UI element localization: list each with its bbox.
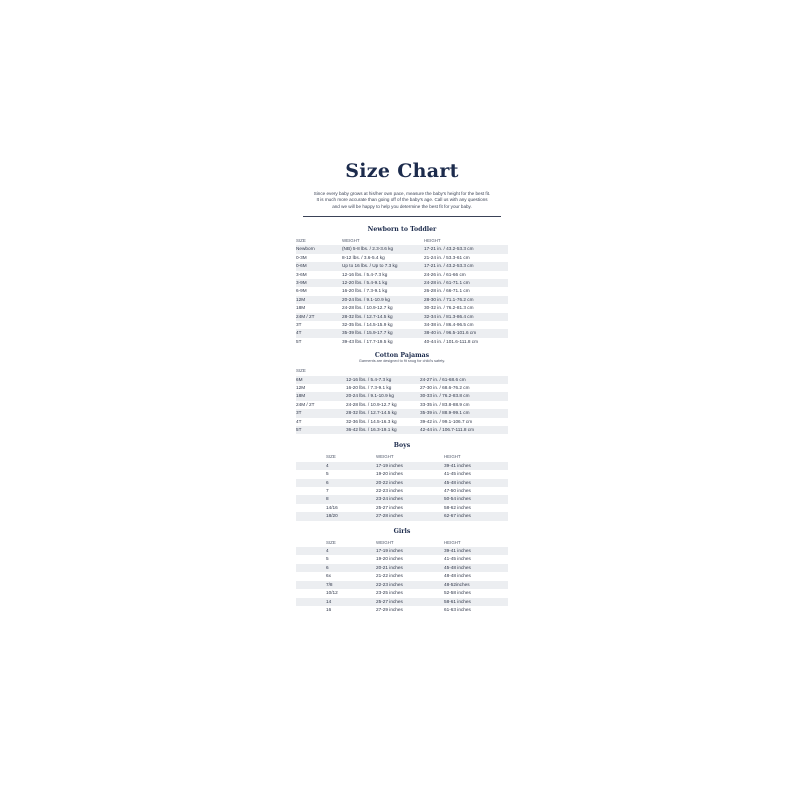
table-row [296, 479, 508, 487]
size-cell: 14 [326, 598, 332, 604]
divider [303, 216, 501, 217]
weight-cell: 20-22 inches [376, 479, 403, 485]
table-row [296, 487, 508, 495]
weight-cell: 12-16 lbs. / 5.4-7.3 kg [342, 271, 388, 277]
height-cell: 38-40 in. / 96.5-101.6 cm [424, 330, 477, 336]
table-row [296, 245, 508, 253]
size-cell: 18M [296, 305, 306, 311]
weight-cell: WEIGHT [376, 454, 394, 460]
size-cell: 6-9M [296, 288, 307, 294]
weight-cell: 39-43 lbs. / 17.7-19.5 kg [342, 338, 393, 344]
weight-cell: 16-20 lbs. / 7.3-9.1 kg [342, 288, 388, 294]
table-row [296, 547, 508, 555]
height-cell: 24-28 in. / 61-71.1 cm [424, 279, 470, 285]
weight-cell: 17-19 inches [376, 548, 403, 554]
height-cell: 45-48 inches [444, 564, 471, 570]
intro-line: Since every baby grows at his/her own pace, measure the baby's height for the best fit. [313, 191, 491, 196]
size-cell: 16 [326, 606, 332, 612]
weight-cell: 20-21 inches [376, 564, 403, 570]
weight-cell: 32-36 lbs. / 14.5-16.3 kg [346, 418, 397, 424]
intro-text [296, 191, 508, 210]
size-cell: SIZE [296, 237, 306, 243]
height-cell: 47-50 inches [444, 488, 471, 494]
size-cell: 3T [296, 321, 302, 327]
weight-cell: 12-16 lbs. / 5.4-7.3 kg [346, 376, 392, 382]
weight-cell: 23-25 inches [376, 590, 403, 596]
size-cell: 14/16 [326, 504, 338, 510]
weight-cell: 27-28 inches [376, 513, 403, 519]
size-cell: 8 [326, 496, 329, 502]
size-cell: 6M [296, 376, 303, 382]
size-cell: 18/20 [326, 513, 338, 519]
height-cell: 33-35 in. / 83.8-88.9 cm [420, 401, 470, 407]
height-cell: 61-63 inches [444, 606, 471, 612]
table-row [296, 384, 508, 392]
weight-cell: 27-29 inches [376, 606, 403, 612]
table-row [296, 470, 508, 478]
height-cell: 48-52inches [444, 581, 470, 587]
size-cell: 5 [326, 471, 329, 477]
table-row [296, 426, 508, 434]
size-cell: 12M [296, 384, 306, 390]
height-cell: 40-44 in. / 101.6-111.8 cm [424, 338, 479, 344]
weight-cell: 28-32 lbs. / 12.7-14.5 kg [346, 410, 397, 416]
height-cell: 28-30 in. / 71.1-76.2 cm [424, 296, 474, 302]
weight-cell: 25-27 inches [376, 504, 403, 510]
height-cell: HEIGHT [444, 454, 461, 460]
height-cell: 52-58 inches [444, 590, 471, 596]
table-row [296, 254, 508, 262]
table-row [296, 572, 508, 580]
table-row [296, 287, 508, 295]
weight-cell: 23-24 inches [376, 496, 403, 502]
size-cell: 12M [296, 296, 306, 302]
table-row [296, 279, 508, 287]
size-cell: SIZE [296, 368, 306, 374]
size-cell: 10/12 [326, 590, 338, 596]
height-cell: 32-34 in. / 81.3-86.4 cm [424, 313, 474, 319]
height-cell: 26-28 in. / 66-71.1 cm [424, 288, 470, 294]
section-newborn-to-toddler [296, 226, 508, 346]
table-row [296, 392, 508, 400]
table-row [296, 418, 508, 426]
section-title: Cotton Pajamas [374, 352, 430, 360]
weight-cell: 35-39 lbs. / 15.9-17.7 kg [342, 330, 393, 336]
weight-cell: 16-20 lbs. / 7.3-9.1 kg [346, 384, 392, 390]
height-cell: 48-48 inches [444, 573, 471, 579]
height-cell: 45-48 inches [444, 479, 471, 485]
height-cell: 39-42 in. / 99.1-106.7 cm [420, 418, 473, 424]
intro-line: and we will be happy to help you determine the best fit for your baby. [332, 203, 472, 209]
table-header-row [296, 367, 508, 375]
table-row [296, 495, 508, 503]
height-cell: 58-61 inches [444, 598, 471, 604]
height-cell: 30-33 in. / 76.2-83.8 cm [420, 393, 470, 399]
weight-cell: 19-20 inches [376, 556, 403, 562]
size-cell: 4T [296, 418, 302, 424]
height-cell: 27-30 in. / 68.6-76.2 cm [420, 384, 470, 390]
height-cell: 41-45 inches [444, 471, 471, 477]
section-note: Garments are designed to fit snug for child's safety. [358, 359, 446, 364]
table-row [296, 512, 508, 520]
table-header-row [296, 539, 508, 547]
table-row [296, 321, 508, 329]
weight-cell: 22-23 inches [376, 488, 403, 494]
section-boys [296, 442, 508, 520]
size-cell: 0-3M [296, 254, 307, 260]
size-cell: SIZE [326, 454, 336, 460]
weight-cell: 24-28 lbs. / 10.9-12.7 kg [342, 305, 393, 311]
section-title: Boys [393, 442, 411, 450]
table-row [296, 564, 508, 572]
table-row [296, 409, 508, 417]
size-chart-sheet [296, 160, 508, 614]
weight-cell: 20-24 lbs. / 9.1-10.9 kg [346, 393, 394, 399]
height-cell: 50-54 inches [444, 496, 471, 502]
height-cell: 21-24 in. / 53.3-61 cm [424, 254, 470, 260]
height-cell: 24-26 in. / 61-66 cm [424, 271, 466, 277]
intro-line: It is much more accurate than going off of the baby's age. Call us with any questions [316, 197, 488, 203]
weight-cell: 19-20 inches [376, 471, 403, 477]
height-cell: 62-67 inches [444, 513, 471, 519]
weight-cell: WEIGHT [342, 237, 360, 243]
height-cell: 24-27 in. / 61-68.6 cm [420, 376, 466, 382]
table-header-row [296, 237, 508, 245]
height-cell: HEIGHT [424, 237, 441, 243]
table-row [296, 555, 508, 563]
height-cell: 17-21 in. / 43.2-53.3 cm [424, 263, 474, 269]
height-cell [420, 367, 508, 375]
weight-cell: 20-24 lbs. / 9.1-10.9 kg [342, 296, 390, 302]
weight-cell: (NB) 5-8 lbs. / 2.3-3.6 kg [342, 246, 394, 252]
weight-cell: 8-12 lbs. / 3.6-5.4 kg [342, 254, 385, 260]
size-cell: 4 [326, 548, 329, 554]
size-cell: 5T [296, 338, 302, 344]
size-cell: 24M / 2T [296, 313, 315, 319]
size-cell: 0-6M [296, 263, 307, 269]
weight-cell [346, 367, 418, 375]
weight-cell: 28-32 lbs. / 12.7-14.5 kg [342, 313, 393, 319]
weight-cell: 24-28 lbs. / 10.9-12.7 kg [346, 401, 397, 407]
section-cotton-pajamas [296, 352, 508, 434]
height-cell: 42-44 in. / 106.7-111.8 cm [420, 427, 475, 433]
size-cell: SIZE [326, 539, 336, 545]
table-row [296, 304, 508, 312]
size-cell: Newborn [296, 246, 315, 252]
size-cell: 6 [326, 479, 329, 485]
height-cell: 39-41 inches [444, 462, 471, 468]
table-row [296, 271, 508, 279]
size-cell: 6 [326, 564, 329, 570]
size-cell: 7/8 [326, 581, 333, 587]
table-row [296, 462, 508, 470]
height-cell: 30-32 in. / 76.2-81.3 cm [424, 305, 474, 311]
table-row [296, 313, 508, 321]
weight-cell: 25-27 inches [376, 598, 403, 604]
table-row [296, 606, 508, 614]
section-girls [296, 528, 508, 615]
table-header-row [296, 453, 508, 461]
weight-cell: Up to 16 lbs. / Up to 7.3 kg [342, 263, 398, 269]
section-title: Newborn to Toddler [367, 225, 437, 233]
table-row [296, 296, 508, 304]
weight-cell: WEIGHT [376, 539, 394, 545]
size-cell: 3-6M [296, 271, 307, 277]
table-row [296, 504, 508, 512]
size-cell: 18M [296, 393, 306, 399]
section-title: Girls [393, 527, 411, 535]
weight-cell: 17-19 inches [376, 462, 403, 468]
size-cell: 4 [326, 462, 329, 468]
page-title: Size Chart [345, 160, 459, 182]
size-cell: 3T [296, 410, 302, 416]
sections [296, 226, 508, 614]
height-cell: 35-39 in. / 88.9-99.1 cm [420, 410, 470, 416]
size-cell: 24M / 2T [296, 401, 315, 407]
weight-cell: 22-23 inches [376, 581, 403, 587]
height-cell: 58-62 inches [444, 504, 471, 510]
size-cell: 7 [326, 488, 329, 494]
table-row [296, 262, 508, 270]
height-cell: 39-41 inches [444, 548, 471, 554]
height-cell: 34-38 in. / 86.4-96.5 cm [424, 321, 474, 327]
table-row [296, 581, 508, 589]
table-row [296, 376, 508, 384]
weight-cell: 36-42 lbs. / 16.3-19.1 kg [346, 427, 397, 433]
size-cell: 5T [296, 427, 302, 433]
weight-cell: 21-22 inches [376, 573, 403, 579]
height-cell: 41-45 inches [444, 556, 471, 562]
weight-cell: 32-35 lbs. / 14.5-15.9 kg [342, 321, 393, 327]
size-cell: 3-9M [296, 279, 307, 285]
height-cell: 17-21 in. / 43.2-53.3 cm [424, 246, 474, 252]
table-row [296, 401, 508, 409]
table-row [296, 329, 508, 337]
height-cell: HEIGHT [444, 539, 461, 545]
table-row [296, 589, 508, 597]
size-cell: 5 [326, 556, 329, 562]
size-cell: 6x [326, 573, 331, 579]
table-row [296, 598, 508, 606]
weight-cell: 12-20 lbs. / 5.4-9.1 kg [342, 279, 388, 285]
size-cell: 4T [296, 330, 302, 336]
table-row [296, 338, 508, 346]
